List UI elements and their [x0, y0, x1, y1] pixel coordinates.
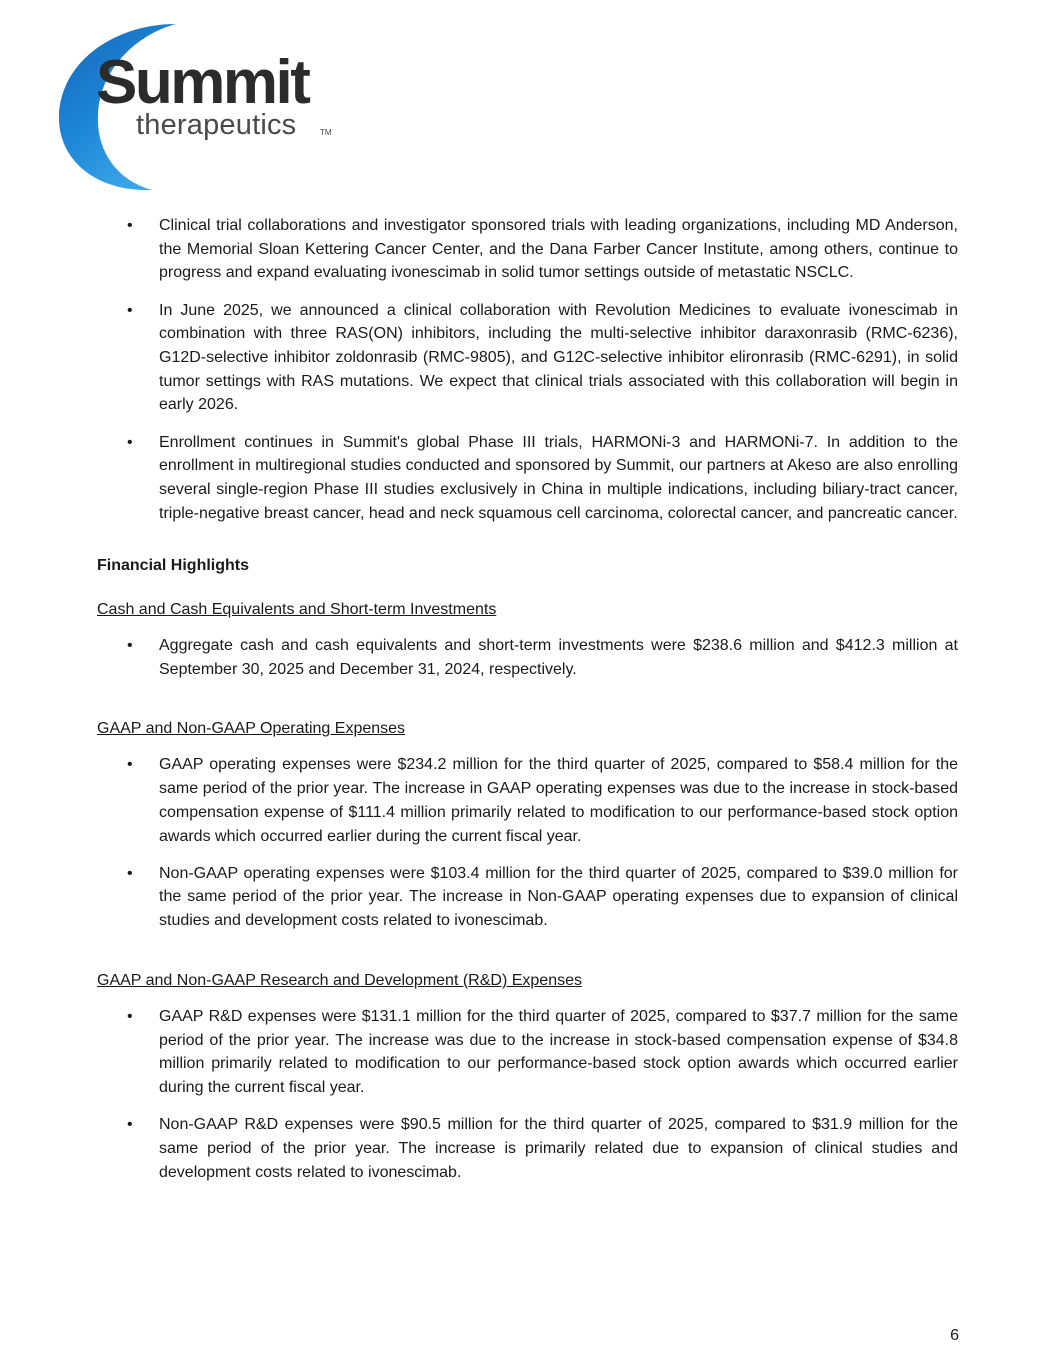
- rnd-bullet-list: [97, 1005, 958, 1184]
- bullet-text: In June 2025, we announced a clinical collaboration with Revolution Medicines to evaluate ivonescimab in combination with three RAS(ON) inhibitors, including the multi-selective inhibitor daraxonrasib (RMC-6236), G12D-selective inhibitor zoldonrasib (RMC-9805), and G12C-selective inhibitor elironrasib (RMC-6291), in solid tumor settings with RAS mutations. We expect that clinical trials associated with this collaboration will begin in early 2026.: [159, 301, 958, 414]
- bullet-icon: •: [127, 1008, 133, 1026]
- logo-trademark: TM: [320, 128, 332, 137]
- list-item: [97, 431, 958, 526]
- list-item: [97, 1113, 958, 1184]
- bullet-text: GAAP R&D expenses were $131.1 million for the third quarter of 2025, compared to $37.7 million for the same period of the prior year. The increase was due to the increase in stock-based compensation expense of $34.8 million primarily related to modification to our performance-based stock option awards which occurred earlier during the current fiscal year.: [159, 1008, 958, 1097]
- rnd-section-title: GAAP and Non-GAAP Research and Development (R&D) Expenses: [97, 971, 582, 989]
- list-item: [97, 862, 958, 933]
- bullet-text: Clinical trial collaborations and investigator sponsored trials with leading organizations, including MD Anderson, the Memorial Sloan Kettering Cancer Center, and the Dana Farber Cancer Institute, among others, continue to progress and expand evaluating ivonescimab in solid tumor settings outside of metastatic NSCLC.: [159, 217, 958, 282]
- bullet-text: Enrollment continues in Summit's global Phase III trials, HARMONi-3 and HARMONi-7. In addition to the enrollment in multiregional studies conducted and sponsored by Summit, our partners at Akeso are also enrolling several single-region Phase III studies exclusively in China in multiple indications, including biliary-tract cancer, triple-negative breast cancer, head and neck squamous cell carcinoma, colorectal cancer, and pancreatic cancer.: [159, 433, 958, 522]
- bullet-icon: •: [127, 636, 133, 654]
- bullet-text: Aggregate cash and cash equivalents and short-term investments were $238.6 million and $412.3 million at September 30, 2025 and December 31, 2024, respectively.: [159, 636, 958, 678]
- company-logo: [56, 22, 346, 194]
- bullet-icon: •: [127, 217, 133, 234]
- bullet-icon: •: [127, 864, 133, 882]
- bullet-icon: •: [127, 433, 133, 451]
- cash-bullet-list: [97, 634, 958, 681]
- bullet-icon: •: [127, 756, 133, 774]
- list-item: [97, 299, 958, 418]
- bullet-text: Non-GAAP R&D expenses were $90.5 million for the third quarter of 2025, compared to $31.9 million for the same period of the prior year. The increase is primarily related due to expansion of clinical studies and development costs related to ivonescimab.: [159, 1116, 958, 1181]
- opex-bullet-list: [97, 753, 958, 932]
- list-item: [97, 634, 958, 681]
- financial-highlights-heading: Financial Highlights: [97, 557, 250, 575]
- bullet-text: GAAP operating expenses were $234.2 million for the third quarter of 2025, compared to $58.4 million for the same period of the prior year. The increase in GAAP operating expenses was due to the increase in stock-based compensation expense of $111.4 million primarily related to modification to our performance-based stock option awards which occurred earlier during the current fiscal year.: [159, 756, 958, 845]
- list-item: [97, 753, 958, 848]
- bullet-text: Non-GAAP operating expenses were $103.4 million for the third quarter of 2025, compared to $39.0 million for the same period of the prior year. The increase in Non-GAAP operating expenses due to expansion of clinical studies and development costs related to ivonescimab.: [159, 864, 958, 930]
- document-body: [97, 214, 958, 1198]
- list-item: [97, 214, 958, 285]
- logo-subtitle: therapeutics: [136, 109, 297, 141]
- page-number: 6: [950, 1327, 959, 1344]
- logo-wordmark: Summit: [96, 48, 309, 117]
- intro-bullet-list: [97, 214, 958, 525]
- list-item: [97, 1005, 958, 1100]
- bullet-icon: •: [127, 301, 133, 319]
- cash-section-title: Cash and Cash Equivalents and Short-term Investments: [97, 600, 497, 618]
- bullet-icon: •: [127, 1116, 133, 1134]
- opex-section-title: GAAP and Non-GAAP Operating Expenses: [97, 720, 406, 738]
